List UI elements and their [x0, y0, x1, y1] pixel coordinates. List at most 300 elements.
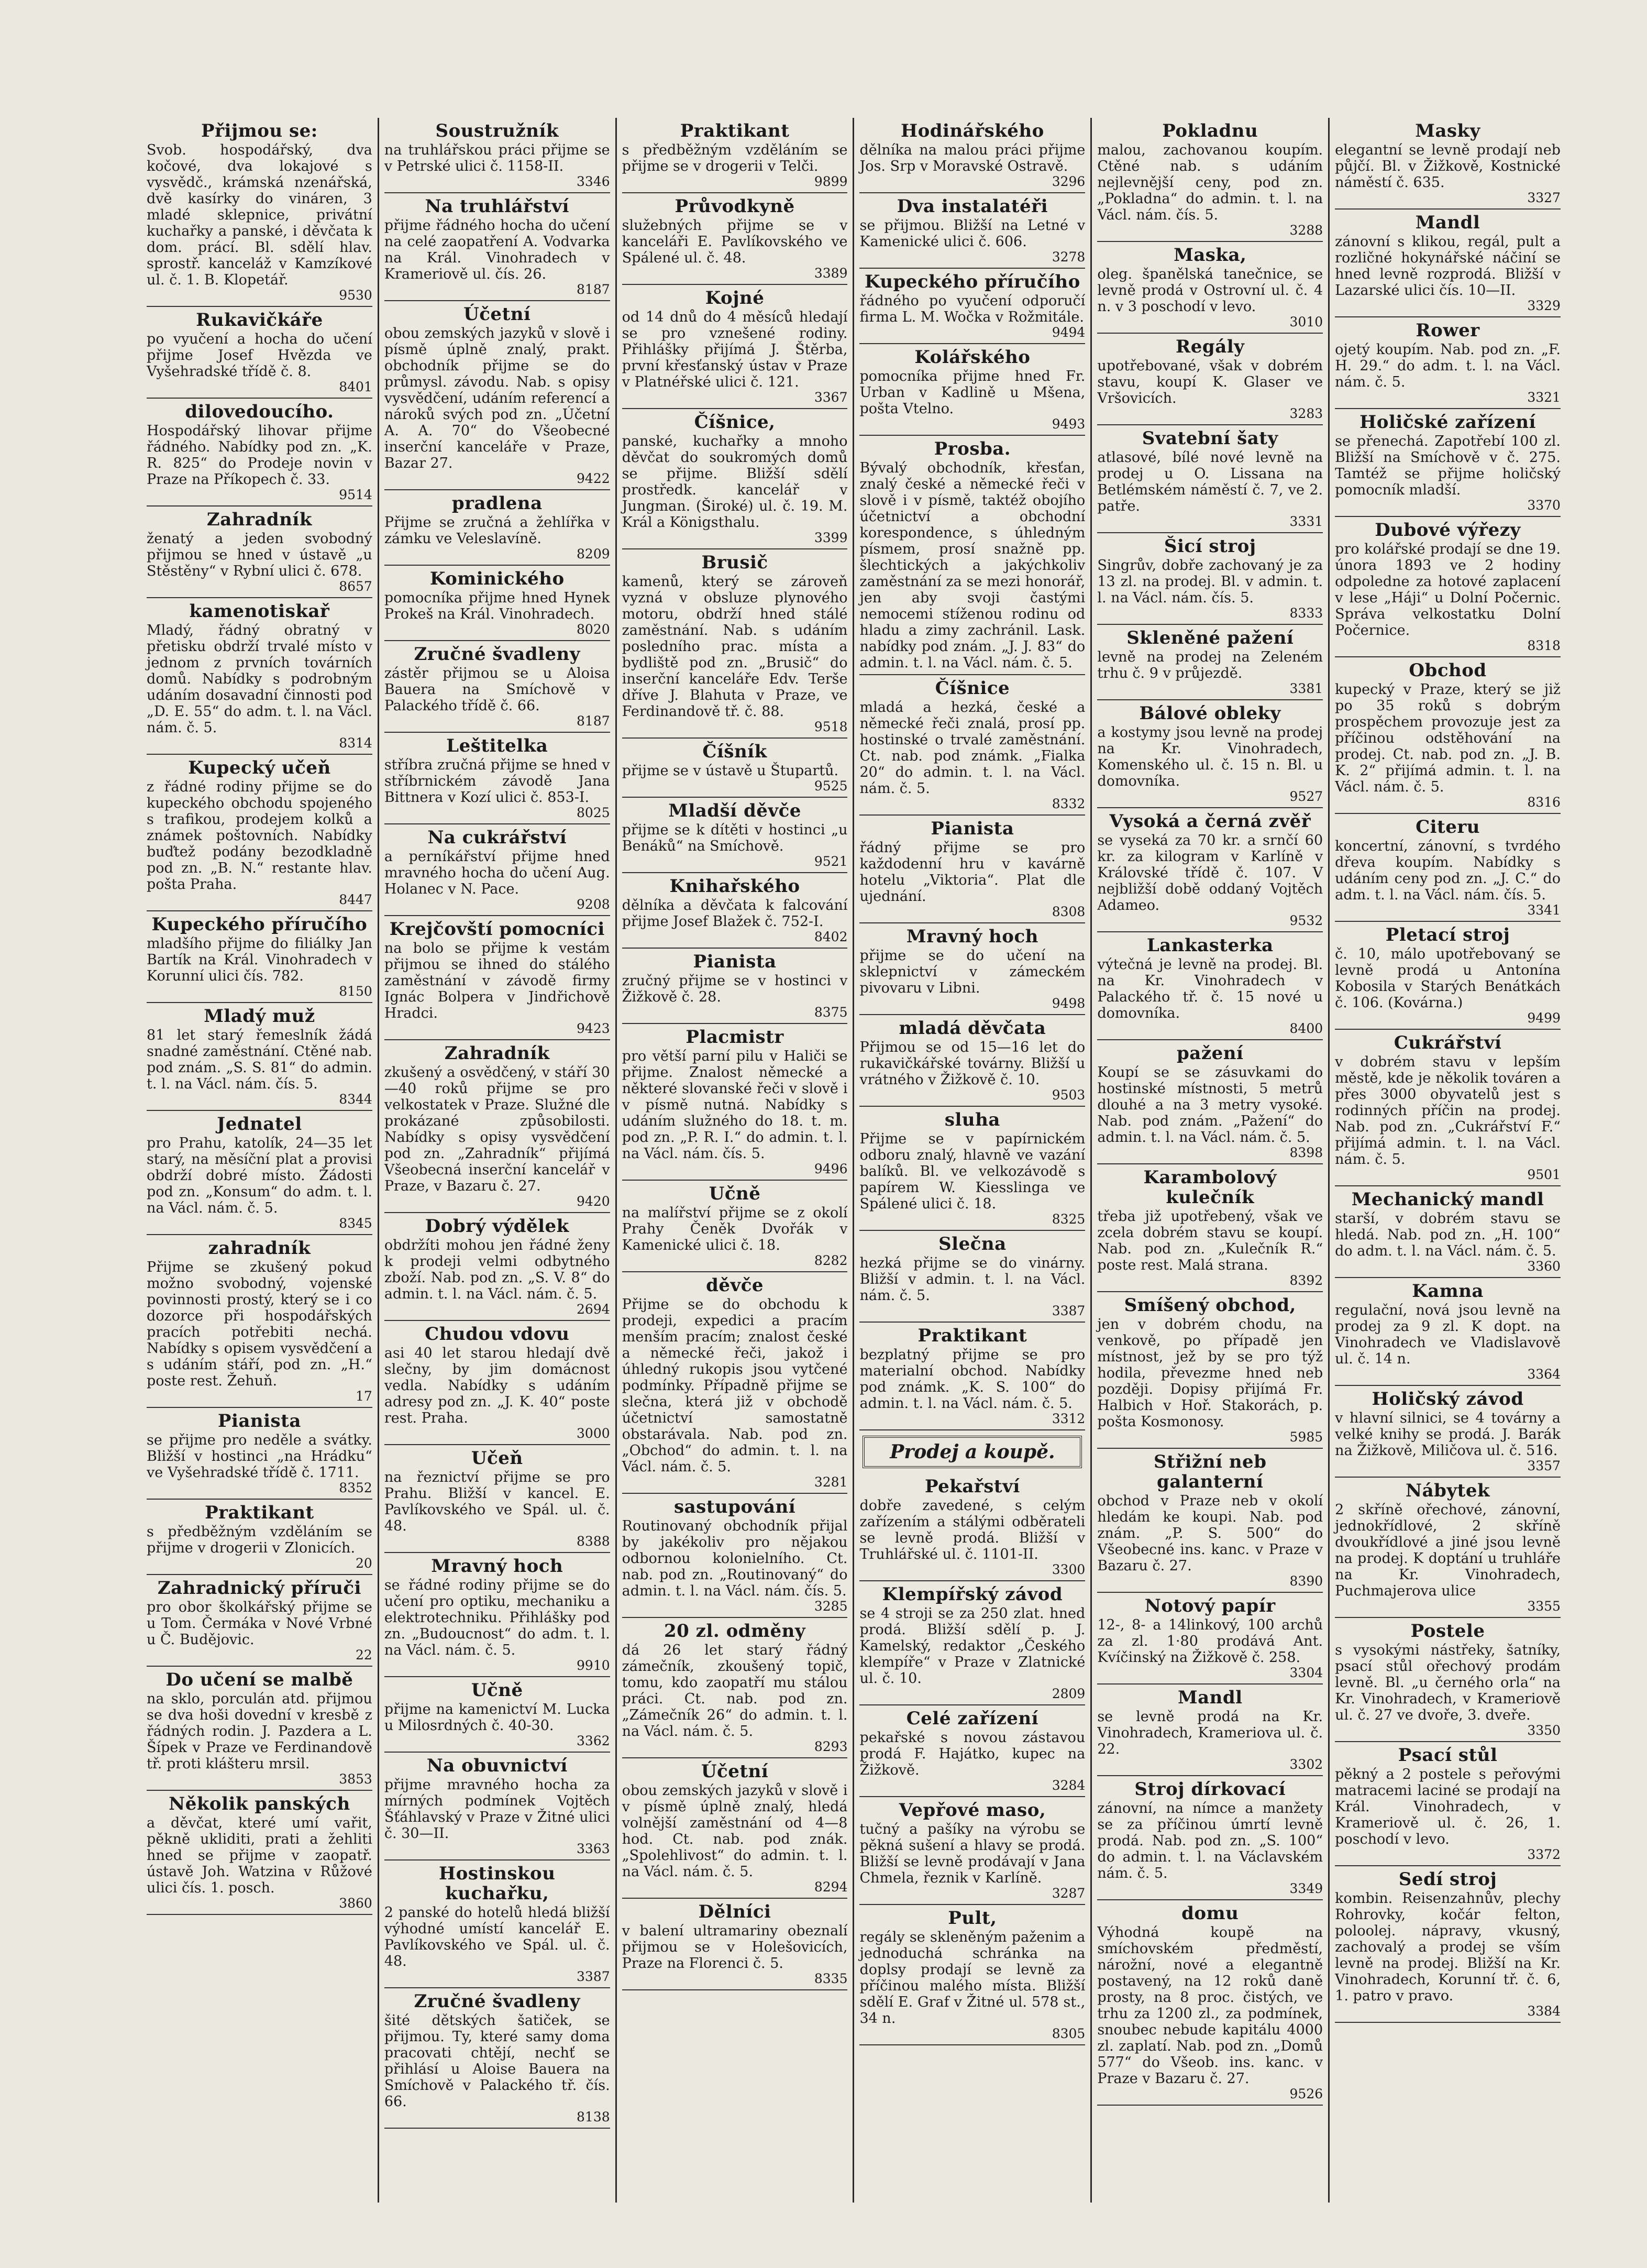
ad-heading: Šicí stroj [1164, 536, 1256, 557]
ad-number: 5985 [1289, 1429, 1323, 1445]
ad-heading: Klempířský závod [882, 1584, 1063, 1605]
ad-heading: Pokladnu [1162, 120, 1258, 141]
classified-ad [859, 118, 1085, 193]
ad-heading: Pekařství [924, 1476, 1020, 1497]
ad-heading: Praktikant [205, 1502, 314, 1523]
ad-text: pro obor školkářský přijme se u Tom. Čermáka v Nové Vrbné u Č. Budějovic. [147, 1599, 372, 1648]
ad-heading: Účetní [701, 1761, 769, 1782]
ad-text: pomocníka přijme hned Fr. Urban v Kadlině u Mšena, pošta Vtelno. [859, 368, 1086, 417]
classified-ad [622, 1899, 848, 1990]
classified-ad [622, 1758, 848, 1899]
ad-text: zkušený a osvědčený, v stáří 30—40 roků přijme se pro velkostatek v Praze. Služné dle prokázané způsobilosti. Nabídky s opisy vysvědčení pod zn. „Zahradník“ přijímá Všeobecná inserční kancelář v Praze, v Bazaru č. 27. [384, 1064, 610, 1194]
ad-number: 8293 [814, 1739, 848, 1754]
ad-number: 3321 [1527, 390, 1561, 405]
classified-ad [384, 566, 610, 641]
ad-column-1 [141, 118, 379, 2203]
ad-number: 8187 [577, 713, 610, 729]
ad-heading: Zahradník [444, 1043, 550, 1064]
ad-heading: Kupeckého příručího [151, 914, 368, 935]
classified-ad [622, 1024, 848, 1181]
ad-number: 8375 [814, 1005, 848, 1020]
classified-ad [859, 1905, 1085, 2045]
classified-ad [384, 733, 610, 824]
ad-number: 9494 [1052, 325, 1086, 340]
ad-number: 9420 [577, 1194, 610, 1209]
classified-ad [147, 399, 372, 507]
ad-text: bezplatný přijme se pro materialní obchod. Nabídky pod známk. „K. S. 100“ do admin. t. l. na Václ. nám. č. 5. [859, 1347, 1086, 1412]
ad-number: 3372 [1527, 1847, 1561, 1862]
ad-number: 9526 [1289, 2086, 1323, 2101]
ad-text: se přijme pro neděle a svátky. Bližší v hostinci „na Hrádku“ ve Vyšehradské třídě č. 1711. [147, 1432, 372, 1481]
ad-heading: Číšnice [935, 678, 1010, 699]
ad-number: 8187 [577, 282, 610, 297]
classified-ad [622, 873, 848, 949]
ad-text: na řeznictví přijme se pro Prahu. Bližší v kancel. E. Pavlíkovského ve Spál. ul. č. 48. [384, 1469, 610, 1534]
ad-text: na sklo, porculán atd. přijmou se dva hoši dovední v kresbě z řádných rodin. J. Pazdera a L. Šípek v Praze ve Ferdinandově tř. proti klášteru mrsil. [147, 1691, 372, 1772]
ad-text: dělníka na malou práci přijme Jos. Srp v Moravské Ostravě. [859, 142, 1086, 174]
ad-heading: Číšnice, [694, 412, 776, 433]
ad-text: se vyseká za 70 kr. a srnčí 60 kr. za kilogram v Karlíně v Královské třídě č. 107. V nejbližší době oddaný Vojtěch Adameo. [1097, 832, 1323, 913]
ad-text: řádného po vyučení odporučí firma L. M. Wočka v Rožmitále. [859, 293, 1086, 325]
classified-ad [384, 301, 610, 490]
section-banner: Prodej a koupě. [863, 1436, 1082, 1468]
ad-number: 8400 [1289, 1021, 1323, 1036]
ad-number: 3853 [339, 1771, 372, 1787]
ad-column-5 [1092, 118, 1330, 2203]
ad-heading: Zručné švadleny [414, 644, 581, 665]
classified-ad [622, 118, 848, 193]
ad-number: 9899 [814, 174, 848, 189]
ad-number: 8657 [339, 579, 372, 594]
classified-ad [147, 1667, 372, 1791]
ad-heading: domu [1181, 1903, 1239, 1924]
ad-text: přijme na kamenictví M. Lucka u Milosrdných č. 40-30. [384, 1701, 610, 1734]
ad-number: 3329 [1527, 298, 1561, 313]
ad-heading: Soustružník [435, 120, 559, 141]
ad-text: v balení ultramariny obeznalí přijmou se v Holešovicích, Praze na Florenci č. 5. [622, 1923, 848, 1972]
ad-heading: Postele [1410, 1621, 1485, 1642]
ad-text: mladšího přijme do filiálky Jan Bartík na Král. Vinohradech v Korunní ulici čís. 782. [147, 935, 372, 984]
ad-number: 3355 [1527, 1599, 1561, 1614]
ad-number: 3364 [1527, 1367, 1561, 1382]
classified-ad [622, 1272, 848, 1494]
classified-ad [1097, 1593, 1323, 1685]
classified-ad [1097, 533, 1323, 625]
ad-number: 3288 [1289, 223, 1323, 238]
classified-ad [384, 1040, 610, 1213]
ad-number: 8294 [814, 1879, 848, 1895]
ad-heading: Učně [471, 1680, 523, 1701]
ad-heading: Mravný hoch [906, 926, 1038, 947]
ad-heading: mladá děvčata [899, 1018, 1046, 1039]
ad-number: 9503 [1052, 1087, 1086, 1103]
ad-number: 9422 [577, 471, 610, 486]
ad-heading: Účetní [463, 304, 531, 325]
classified-ad [384, 1321, 610, 1445]
ad-number: 20 [356, 1556, 372, 1571]
ad-number: 3370 [1527, 498, 1561, 513]
ad-number: 8138 [577, 2109, 610, 2124]
classified-ad [147, 755, 372, 911]
ad-text: dobře zavedené, s celým zařízením a stálými odběrateli se levně prodá. Bližší v Truhlářské ul. č. 1101-II. [859, 1498, 1086, 1562]
ad-column-6 [1330, 118, 1566, 2203]
ad-text: s předběžným vzděláním se přijme se v drogerii v Telči. [622, 142, 848, 174]
ad-text: koncertní, zánovní, s tvrdého dřeva koupím. Nabídky s udáním ceny pod zn. „J. C.“ do adm. t. l. na Václ. nám. čís. 5. [1335, 838, 1561, 903]
ad-text: v hlavní silnici, se 4 továrny a velké knihy se prodá. J. Barák na Žižkově, Miličova ul. č. 516. [1335, 1410, 1561, 1459]
ad-number: 8335 [814, 1971, 848, 1986]
ad-text: kupecký v Praze, který se již po 35 roků s dobrým prospěchem provozuje jest za příčinou odstěhování na prodej. Ct. nab. pod zn. „J. B. K. 2“ přijímá admin. t. l. na Václ. nám. č. 5. [1335, 681, 1561, 795]
ad-text: ojetý koupím. Nab. pod zn. „F. H. 29.“ do adm. t. l. na Václ. nám. č. 5. [1335, 342, 1561, 390]
ad-text: se 4 stroji se za 250 zlat. hned prodá. Bližší sdělí p. J. Kamelský, redaktor „Českého klempíře“ v Praze v Zlatnické ul. č. 10. [859, 1605, 1086, 1687]
ad-heading: Dělníci [698, 1901, 771, 1922]
ad-text: zástěr přijmou se u Aloisa Bauera na Smíchově v Palackého třídě č. 66. [384, 665, 610, 714]
ad-heading: Dobrý výdělek [425, 1216, 569, 1237]
ad-text: Routinovaný obchodník přijal by jakékoliv pro nějakou odbornou kolonielního. Ct. nab. pod zn. „Routinovaný“ do admin. t. l. na Václ. nám. čís. 5. [622, 1518, 848, 1599]
ad-text: 2 skříně ořechové, zánovní, jednokřídlové, 2 skříně dvoukřídlové a jiné jsou levně na prodej. K doptání u truhláře na Kr. Vinohradech, Puchmajerova ulice [1335, 1502, 1561, 1599]
classified-ad [859, 269, 1085, 344]
ad-number: 9501 [1527, 1167, 1561, 1182]
ad-number: 9521 [814, 854, 848, 869]
classified-ad [384, 193, 610, 301]
classified-ad [147, 507, 372, 598]
ad-number: 8344 [339, 1092, 372, 1107]
ad-number: 9910 [577, 1658, 610, 1673]
ad-number: 8316 [1527, 795, 1561, 810]
ad-heading: Svatební šaty [1142, 428, 1278, 449]
ad-text: regulační, nová jsou levně na prodej za 9 zl. K dopt. na Vinohradech ve Vladislavově ul. č. 14 n. [1335, 1302, 1561, 1367]
classified-ad [1335, 1386, 1561, 1478]
ad-text: Mladý, řádný obratný v přetisku obdrží trvalé místo v jednom z prvních továrních domů. Nabídky s podrobným udáním dosavadní činnosti pod „D. E. 55“ do adm. t. l. na Václ. nám. č. 5. [147, 622, 372, 736]
ad-text: elegantní se levně prodají neb půjčí. Bl. v Žižkově, Kostnické náměstí č. 635. [1335, 142, 1561, 191]
ad-number: 3281 [814, 1474, 848, 1490]
ad-number: 3381 [1289, 681, 1323, 696]
ad-heading: Na obuvnictví [426, 1755, 568, 1776]
classified-ad [384, 1445, 610, 1553]
ad-number: 3296 [1052, 174, 1086, 189]
ad-number: 8325 [1052, 1212, 1086, 1227]
classified-ad [859, 193, 1085, 269]
ad-heading: Kamna [1412, 1281, 1484, 1302]
classified-ad [859, 436, 1085, 675]
ad-number: 9493 [1052, 416, 1086, 432]
ad-heading: Přijmou se: [201, 120, 318, 141]
ad-heading: Regály [1176, 336, 1245, 357]
ad-number: 22 [356, 1647, 372, 1663]
ad-number: 9527 [1289, 789, 1323, 804]
ad-text: přijme se k dítěti v hostinci „u Benáků“ na Smíchově. [622, 822, 848, 854]
classified-ad [859, 1797, 1085, 1905]
ad-heading: kamenotiskař [189, 601, 330, 622]
ad-number: 2694 [577, 1302, 610, 1317]
ad-text: obou zemských jazyků v slově i v písmě úplně znalý, hledá volnější zaměstnání od 4—8 hod. Ct. nab. pod znák. „Spolehlivost“ do admin. t. l. na Václ. nám. č. 5. [622, 1782, 848, 1880]
ad-heading: Karambolový kulečník [1143, 1167, 1277, 1208]
ad-text: se přijmou. Bližší na Letné v Kamenické ulici č. 606. [859, 217, 1086, 250]
ad-heading: Mechanický mandl [1351, 1189, 1544, 1210]
ad-text: se přenechá. Zapotřebí 100 zl. Bližší na Smíchově v č. 275. Tamtéž se přijme holičský pomocník mladší. [1335, 433, 1561, 498]
ad-heading: Kojné [705, 288, 765, 309]
ad-number: 3350 [1527, 1723, 1561, 1738]
ad-text: z řádné rodiny přijme se do kupeckého obchodu spojeného s trafikou, prodejem kolků a známek poštovních. Nabídky buďtež podány bezodkladně pod zn. „B. N.“ restante hlav. pošta Praha. [147, 779, 372, 893]
ad-text: a perníkářství přijme hned mravného hocha do učení Aug. Holanec v N. Pace. [384, 849, 610, 897]
ad-number: 8150 [339, 984, 372, 999]
ad-heading: Zahradník [206, 509, 312, 530]
ad-heading: dilovedoucího. [185, 401, 334, 422]
ad-heading: Pult, [948, 1908, 997, 1929]
ad-heading: 20 zl. odměny [664, 1621, 806, 1642]
ad-number: 8308 [1052, 904, 1086, 919]
classified-ad [622, 949, 848, 1024]
classified-ad [1335, 1618, 1561, 1742]
ad-text: dá 26 let starý řádný zámečník, zkoušený topič, tomu, kdo zaopatří mu stálou práci. Ct. nab. pod zn. „Zámečník 26“ do admin. t. l. na Václ. nám. č. 5. [622, 1642, 848, 1739]
ad-number: 3300 [1052, 1562, 1086, 1577]
ad-heading: sluha [944, 1109, 1000, 1130]
ad-number: 9518 [814, 719, 848, 734]
ad-heading: pradlena [451, 493, 543, 514]
classified-ad [622, 549, 848, 739]
classified-ad [622, 285, 848, 409]
classified-ad [147, 118, 372, 307]
classified-ad [1097, 808, 1323, 932]
ad-heading: Knihařského [669, 876, 800, 897]
ad-text: přijme se do učení na sklepnictví v zámeckém pivovaru v Libni. [859, 948, 1086, 996]
classified-ad [622, 1181, 848, 1272]
ad-number: 8282 [814, 1253, 848, 1268]
classified-ad [147, 911, 372, 1003]
ad-heading: Lankasterka [1146, 935, 1274, 956]
ad-text: v dobrém stavu v lepším městě, kde je několik továren a přes 3000 obyvatelů jest s rodinných příčin na prodej. Nab. pod zn. „Cukrářství F.“ přijímá admin. t. l. na Václ. nám. č. 5. [1335, 1054, 1561, 1168]
classified-ad [1335, 657, 1561, 814]
classified-ad [1335, 1278, 1561, 1386]
ad-heading: Vepřové maso, [899, 1800, 1046, 1821]
ad-text: s vysokými nástřeky, šatníky, psací stůl ořechový prodám levně. Bl. „u černého orla“ na Kr. Vinohradech, v Krameriově ul. č. 27 ve dvoře, 3. dveře. [1335, 1642, 1561, 1723]
classified-ad [859, 1705, 1085, 1797]
ad-text: obdržíti mohou jen řádné ženy k prodeji velmi odbytného zboží. Nab. pod zn. „S. V. 8“ do admin. t. l. na Václ. nám. č. 5. [384, 1237, 610, 1302]
classified-ad [1097, 932, 1323, 1040]
ad-text: zánovní, na nímce a manžety se za příčinou úmrtí levně prodá. Nab. pod zn. „S. 100“ do admin. t. l. na Václavském nám. č. 5. [1097, 1800, 1323, 1881]
ad-number: 3283 [1289, 406, 1323, 421]
ad-text: na malířství přijme se z okolí Prahy Čeněk Dvořák v Kamenické ulici č. 18. [622, 1205, 848, 1253]
ad-text: Výhodná koupě na smíchovském předměstí, nárožní, nové a elegantně postavený, na 12 roků daně prosty, na 8 proc. čistých, ve trhu za 1200 zl., za podmínek, snoubec nebude kapitálu 4000 zl. zaplatí. Nab. pod zn. „Domů 577“ do Všeob. ins. kanc. v Praze v Bazaru č. 27. [1097, 1924, 1323, 2087]
ad-heading: Pianista [217, 1411, 301, 1432]
classified-ad [384, 1553, 610, 1677]
ad-heading: Na truhlářství [425, 196, 569, 217]
ad-number: 3010 [1289, 314, 1323, 329]
ad-column-2 [379, 118, 617, 2203]
ad-text: kombin. Reisenzahnův, plechy Rohrovky, kočár felton, poloolej. nápravy, vkusný, zachovalý a prodej se vším levně na prodej. Bližší na Kr. Vinohradech, Korunní tř. č. 6, 1. patro v pravo. [1335, 1890, 1561, 2004]
ad-text: kamenů, který se zároveň vyzná v obsluze plynového motoru, obdrží hned stálé zaměstnání. Nab. s udáním posledního prac. místa a bydliště pod zn. „Brusič“ do inserční kanceláře Edv. Terše dříve J. Blahuta v Praze, ve Ferdinandově tř. č. 88. [622, 574, 848, 720]
ad-heading: Zručné švadleny [414, 1991, 581, 2012]
ad-text: šité dětských šatiček, se přijmou. Ty, které samy doma pracovati chtějí, nechť se přihlásí u Aloise Bauera na Smíchově v Palackého tř. čís. 66. [384, 2012, 610, 2110]
classified-ad [622, 798, 848, 873]
ad-text: hezká přijme se do vinárny. Bližší v admin. t. l. na Václ. nám. č. 5. [859, 1255, 1086, 1304]
classified-ad [622, 409, 848, 549]
ad-number: 3304 [1289, 1665, 1323, 1680]
classified-ad [1097, 700, 1323, 808]
ad-number: 9208 [577, 897, 610, 912]
ad-text: panské, kuchařky a mnoho děvčat do soukromých domů se přijme. Bližší sdělí prostředk. kancelář v Jungman. (Široké) ul. č. 19. M. Král a Königsthalu. [622, 433, 848, 531]
ad-text: pro kolářské prodají se dne 19. února 1893 ve 2 hodiny odpoledne za hotové zaplacení v lese „Háji“ u Dolní Počernic. Správa velkostatku Dolní Počernice. [1335, 541, 1561, 638]
classified-ad [384, 1988, 610, 2129]
classified-ad [859, 1015, 1085, 1107]
classified-ad [1335, 1866, 1561, 2023]
classified-ad [1097, 425, 1323, 533]
ad-text: se levně prodá na Kr. Vinohradech, Krameriova ul. č. 22. [1097, 1709, 1323, 1757]
ad-heading: Dva instalatéři [897, 196, 1048, 217]
ad-heading: Notový papír [1144, 1595, 1276, 1616]
ad-text: asi 40 let starou hledají dvě slečny, by jim domácnost vedla. Nabídky s udáním adresy pod zn. „J. K. 40“ poste rest. Praha. [384, 1345, 610, 1426]
classified-ad [147, 1003, 372, 1111]
ad-heading: Celé zařízení [906, 1708, 1039, 1729]
classified-ad [622, 739, 848, 798]
ad-number: 8398 [1289, 1145, 1323, 1160]
classified-ad [622, 1494, 848, 1618]
ad-column-4 [854, 118, 1092, 2203]
ad-text: atlasové, bílé nové levně na prodej u O. Lissana na Betlémském náměstí č. 7, ve 2. patře. [1097, 449, 1323, 514]
ad-text: č. 10, málo upotřebovaný se levně prodá u Antonína Kobosila v Starých Benátkách č. 106. (Kovárna.) [1335, 946, 1561, 1011]
ad-heading: Krejčovští pomocníci [389, 919, 605, 940]
ad-heading: Mladší děvče [668, 800, 801, 821]
classified-ad [1335, 118, 1561, 210]
ad-heading: Jednatel [217, 1114, 302, 1135]
ad-text: na bolo se přijme k vestám přijmou se ihned do stálého zaměstnání v závodě firmy Ignác Bolpera v Jindřichově Hradci. [384, 940, 610, 1021]
ad-heading: děvče [706, 1275, 764, 1296]
classified-ad [1097, 1292, 1323, 1449]
ad-text: regály se skleněným paženim a jednoduchá schránka na doplsy prodají se levně za příčinou malého místa. Bližší sdělí E. Graf v Žitné ul. 578 st., 34 n. [859, 1929, 1086, 2027]
classified-ad [384, 824, 610, 916]
classified-ad [622, 193, 848, 285]
ad-text: Přijme se do obchodu k prodeji, expedici a pracím menším pracím; znalost české a německé řeči, jakož i úhledný rukopis jsou vytčené podmínky. Případně přijme se slečna, která již v obchodě účetnictví samostatně obstarávala. Nab. pod zn. „Obchod“ do admin. t. l. na Václ. nám. č. 5. [622, 1296, 848, 1475]
ad-text: obou zemských jazyků v slově i písmě úplně znalý, prakt. obchodník přijme se do průmysl. závodu. Nab. s opisy vysvědčení, udáním referencí a nároků svých pod zn. „Účetní A. A. 70“ do Všeobecné inserční kanceláře v Praze, Bazar 27. [384, 325, 610, 471]
ad-text: malou, zachovanou koupím. Ctěné nab. s udáním nejlevnější ceny, pod zn. „Pokladna“ do admin. t. l. na Václ. nám. čís. 5. [1097, 142, 1323, 223]
classified-ad [147, 598, 372, 755]
ad-text: pekařské s novou zástavou prodá F. Hajátko, kupec na Žižkově. [859, 1730, 1086, 1778]
ad-heading: Leštitelka [446, 735, 548, 756]
ad-text: pomocníka přijme hned Hynek Prokeš na Král. Vinohradech. [384, 590, 610, 622]
classified-ad [1335, 1030, 1561, 1186]
ad-heading: Praktikant [680, 120, 790, 141]
classified-ad [384, 1677, 610, 1753]
ad-text: pro větší parní pilu v Haliči se přijme. Znalost německé a některé slovanské řeči v slově i v písmě nutná. Nabídky s udáním služného do 18. t. m. pod zn. „P. R. I.“ do admin. t. l. na Václ. nám. čís. 5. [622, 1048, 848, 1162]
ad-heading: Skleněné pažení [1126, 627, 1294, 648]
ad-heading: Kupecký učeň [188, 757, 331, 778]
classified-ad [859, 923, 1085, 1015]
ad-heading: Pianista [693, 951, 777, 972]
ad-heading: Pletací stroj [1385, 924, 1510, 945]
ad-number: 8314 [339, 735, 372, 751]
classified-ad [1335, 409, 1561, 517]
classified-ad [384, 916, 610, 1040]
ad-text: starší, v dobrém stavu se hledá. Nab. pod zn. „H. 100“ do adm. t. l. na Václ. nám. č. 5. [1335, 1210, 1561, 1259]
ad-heading: Prosba. [934, 438, 1011, 459]
classified-ad [384, 1860, 610, 1988]
ad-text: služebných přijme se v kanceláři E. Pavlíkovského ve Spálené ul. č. 48. [622, 217, 848, 266]
ad-heading: zahradník [208, 1238, 311, 1259]
classified-ad [1097, 118, 1323, 242]
ad-number: 3357 [1527, 1458, 1561, 1473]
ad-heading: Smíšený obchod, [1124, 1295, 1296, 1316]
ad-number: 9530 [339, 288, 372, 303]
ad-heading: Placmistr [686, 1027, 784, 1048]
ad-number: 3360 [1527, 1259, 1561, 1274]
ad-heading: Do učení se malbě [165, 1669, 353, 1690]
ad-heading: Mravný hoch [431, 1556, 563, 1577]
classified-ad [384, 118, 610, 193]
classified-ad [1097, 1776, 1323, 1900]
classified-ad [147, 1235, 372, 1408]
ad-text: obchod v Praze neb v okolí hledám ke koupi. Nab. pod znám. „P. S. 500“ do Všeobecné ins. kanc. v Praze v Bazaru č. 27. [1097, 1493, 1323, 1574]
ad-number: 3327 [1527, 190, 1561, 205]
ad-text: přijme se v ústavě u Štupartů. [622, 763, 839, 779]
classified-ad [1335, 1742, 1561, 1866]
ad-number: 3389 [814, 266, 848, 281]
ad-number: 3363 [577, 1841, 610, 1856]
ad-number: 9423 [577, 1021, 610, 1036]
ad-number: 9496 [814, 1161, 848, 1176]
ad-number: 3284 [1052, 1778, 1086, 1793]
ad-number: 3346 [577, 174, 610, 189]
ad-heading: Kupeckého příručího [864, 271, 1080, 292]
ad-heading: Holičský závod [1372, 1389, 1524, 1410]
ad-heading: Na cukrářství [427, 827, 567, 848]
ad-text: mladá a hezká, české a německé řeči znalá, prosí pp. hostinské o trvalé zaměstnání. Ct. nab. pod známk. „Fialka 20“ do admin. t. l. na Václ. nám. č. 5. [859, 699, 1086, 797]
ad-heading: Masky [1415, 120, 1480, 141]
ad-text: a děvčat, které umí vařit, pěkně ukliditi, prati a žehliti hned se přijme v zaopatř. ústavě Joh. Watzina v Růžové ulici čís. 1. posch. [147, 1815, 372, 1896]
classified-ad [384, 1753, 610, 1860]
ad-text: s předběžným vzděláním se přijme v drogerii v Zlonicích. [147, 1524, 372, 1556]
classified-ad [1097, 1040, 1323, 1164]
ad-heading: Citeru [1416, 817, 1480, 838]
ad-number: 8332 [1052, 796, 1086, 811]
ad-number: 3287 [1052, 1886, 1086, 1901]
ad-text: Koupí se se zásuvkami do hostinské místnosti, 5 metrů dlouhé a na 3 metry vysoké. Nab. pod znám. „Pažení“ do admin. t. l. na Václ. nám. č. 5. [1097, 1064, 1323, 1146]
ad-heading: Zahradnický příruči [157, 1578, 361, 1599]
classified-ad [859, 1473, 1085, 1581]
ad-number: 9532 [1289, 913, 1323, 928]
ad-heading: Vysoká a černá zvěř [1109, 811, 1311, 832]
ad-heading: Brusič [701, 552, 768, 573]
ad-number: 3387 [1052, 1303, 1086, 1318]
classified-ad [1097, 242, 1323, 334]
classified-ad [1097, 334, 1323, 425]
classified-ad [147, 1408, 372, 1500]
ad-heading: Průvodkyně [675, 196, 795, 217]
ad-text: Svob. hospodářský, dva kočové, dva lokajové s vysvědč., krámská nzenářská, dvě kasírky do vináren, 3 mladé sklepnice, privátní kuchařky a panské, i děvčata k dom. prácí. Bl. sdělí hlav. sprostř. kanceláž v Kamzíkové ul. č. 1. B. Klopetář. [147, 142, 372, 288]
ad-text: oleg. španělská tanečnice, se levně prodá v Ostrovní ul. č. 4 n. v 3 poschodí v levo. [1097, 266, 1323, 315]
ad-heading: Bálové obleky [1139, 703, 1281, 724]
classified-ad [147, 307, 372, 399]
classified-ad [1097, 625, 1323, 700]
classified-ad [859, 1107, 1085, 1231]
ad-number: 8392 [1289, 1273, 1323, 1288]
ad-text: pěkný a 2 postele s peřovými matracemi laciné se prodají na Král. Vinohradech, v Krameriově ul. č. 26, 1. poschodí v levo. [1335, 1766, 1561, 1847]
ad-text: Přijmou se od 15—16 let do rukavičkářské továrny. Bližší u vrátného v Žižkově č. 10. [859, 1039, 1086, 1088]
ad-text: se řádné rodiny přijme se do učení pro optiku, mechaniku a elektrotechniku. Přihlášky pod zn. „Budoucnost“ do adm. t. l. na Václ. nám. č. 5. [384, 1577, 610, 1658]
ad-text: stříbra zručná přijme se hned v stříbrnickém závodě Jana Bittnera v Kozí ulici č. 853-I. [384, 757, 610, 806]
ad-number: 8209 [577, 546, 610, 562]
ad-text: 2 panské do hotelů hledá bližší výhodné umístí kancelář E. Pavlíkovského ve Spál. ul. č. 48. [384, 1904, 610, 1969]
ad-number: 8020 [577, 622, 610, 637]
classified-ad [1335, 1478, 1561, 1618]
classified-ad [384, 490, 610, 566]
ad-heading: Holičské zařízení [1359, 412, 1536, 433]
ad-column-3 [617, 118, 855, 2203]
ad-text: dělníka a děvčata k falcování přijme Josef Blažek č. 752-I. [622, 897, 848, 930]
ad-text: zručný přijme se v hostinci v Žižkově č. 28. [622, 973, 848, 1005]
ad-heading: Mandl [1177, 1687, 1243, 1708]
ad-heading: Chudou vdovu [425, 1324, 570, 1345]
ad-number: 3302 [1289, 1757, 1323, 1772]
ad-heading: Cukrářství [1394, 1032, 1502, 1053]
